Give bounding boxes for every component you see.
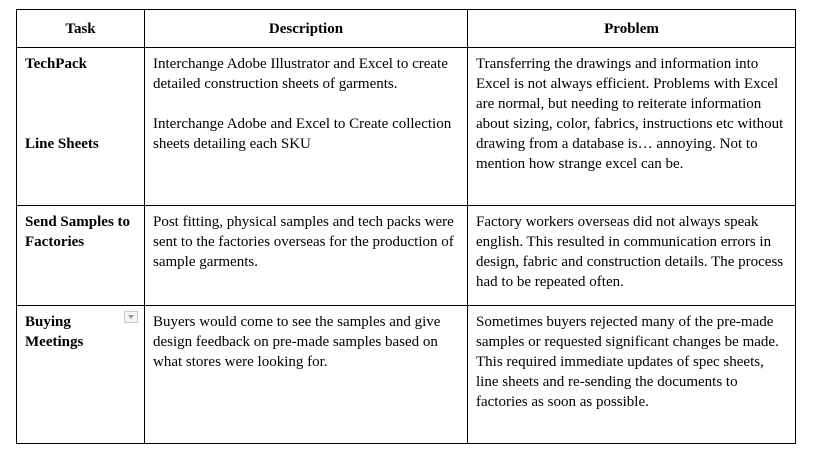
problem-cell — [468, 48, 796, 206]
task-label-line-sheets: Line Sheets — [25, 136, 99, 152]
description-text: Interchange Adobe Illustrator and Excel to create detailed construction sheets of garments. — [153, 56, 448, 92]
problem-text: Sometimes buyers rejected many of the pre-made samples or requested significant changes be made. This required immediate updates of spec sheets, line sheets and re-sending the documents to factories as soon as possible. — [476, 314, 779, 410]
header-problem: Problem — [468, 10, 796, 48]
header-task: Task — [17, 10, 145, 48]
problem-cell — [468, 206, 796, 306]
task-label-techpack: TechPack — [25, 56, 87, 72]
table-row — [17, 48, 796, 206]
table-row — [17, 206, 796, 306]
task-table — [16, 9, 796, 444]
task-label-send-samples: Send Samples to Factories — [25, 214, 131, 250]
task-cell — [17, 48, 145, 206]
description-text: Post fitting, physical samples and tech packs were sent to the factories overseas for the production of sample garments. — [153, 214, 454, 270]
description-cell — [145, 48, 468, 206]
description-cell — [145, 206, 468, 306]
dropdown-arrow-icon[interactable] — [124, 311, 138, 323]
task-label-buying-meetings: Buying Meetings — [25, 314, 84, 350]
description-text: Interchange Adobe and Excel to Create collection sheets detailing each SKU — [153, 116, 452, 152]
problem-cell — [468, 306, 796, 444]
header-description: Description — [145, 10, 468, 48]
problem-text: Factory workers overseas did not always speak english. This resulted in communication errors in design, fabric and construction details. The process had to be repeated often. — [476, 214, 784, 290]
problem-text: Transferring the drawings and information into Excel is not always efficient. Problems with Excel are normal, but needing to reiterate information about sizing, color, fabrics, instructions etc without drawing from a database is… annoying. Not to mention how strange excel can be. — [476, 56, 784, 172]
task-cell — [17, 206, 145, 306]
table-header-row — [17, 10, 796, 48]
table-row — [17, 306, 796, 444]
description-text: Buyers would come to see the samples and give design feedback on pre-made samples based on what stores were looking for. — [153, 314, 441, 370]
description-cell — [145, 306, 468, 444]
task-cell — [17, 306, 145, 444]
